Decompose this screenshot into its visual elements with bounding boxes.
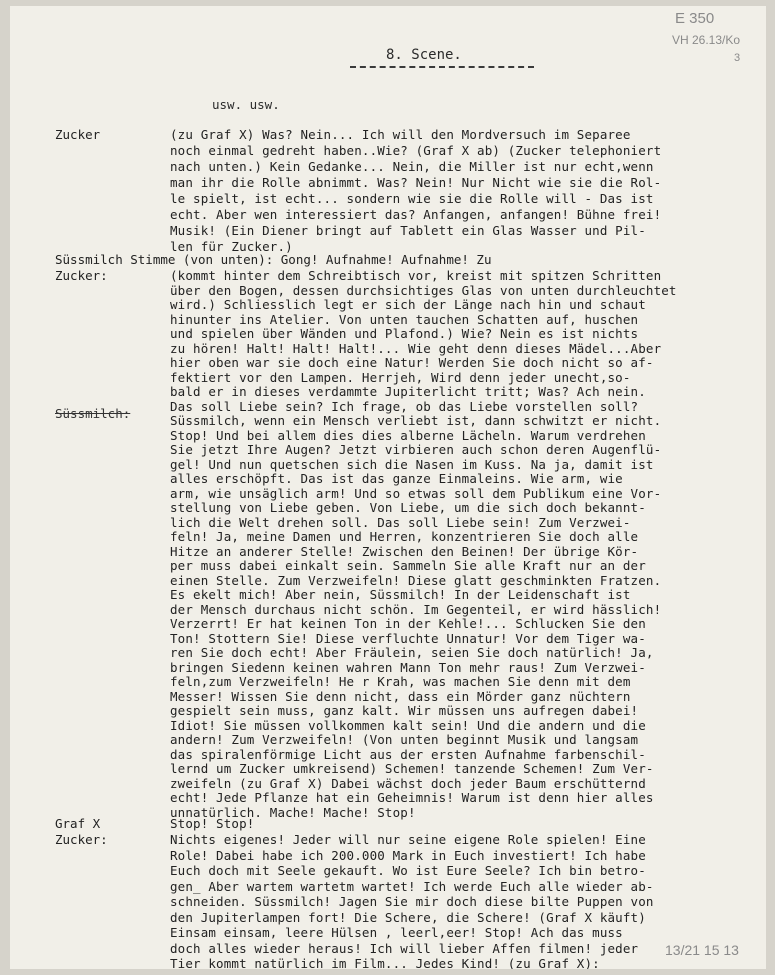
text-line: Es ekelt mich! Aber nein, Süssmilch! In der Leidenschaft ist xyxy=(170,587,631,602)
speaker-struck: Süssmilch: xyxy=(55,406,131,421)
text-line: einen Stelle. Zum Verzweifeln! Diese glatt geschminkten Fratzen. xyxy=(170,572,662,588)
speaker-graf-x: Graf X xyxy=(55,816,101,831)
text-line: zweifeln (zu Graf X) Dabei wächst doch jeder Baum erschütternd xyxy=(170,775,646,791)
text-line: per muss dabei einkalt sein. Sammeln Sie alle Kraft nur an der xyxy=(170,558,646,573)
text-line: noch einmal gedreht haben..Wie? (Graf X ab) (Zucker telephoniert xyxy=(170,143,662,158)
speaker-zucker: Zucker: xyxy=(55,832,108,847)
text-line: gen_ Aber wartem wartetm wartet! Ich werde Euch alle wieder ab- xyxy=(170,878,654,894)
text-line: hinunter ins Atelier. Von unten tauchen Schatten auf, huschen xyxy=(170,311,639,327)
text-line: andern! Zum Verzweifeln! (Von unten beginnt Musik und langsam xyxy=(170,732,639,747)
scene-title: 8. Scene. xyxy=(386,47,462,63)
text-line: Einsam einsam, leere Hülsen , leerl,eer! Stop! Ach das muss xyxy=(170,925,623,940)
text-line: Verzerrt! Er hat keinen Ton in der Kehle!... Schlucken Sie den xyxy=(170,616,646,631)
archive-sheet-number: 3 xyxy=(734,52,741,64)
text-line: bringen Siedenn keinen wahren Mann Ton mehr raus! Zum Verzwei- xyxy=(170,659,646,675)
text-line: (kommt hinter dem Schreibtisch vor, kreist mit spitzen Schritten xyxy=(170,268,662,283)
document-page xyxy=(10,6,766,969)
text-line: Idiot! Sie müssen vollkommen kalt sein! Und die andern und die xyxy=(170,717,646,733)
text-line: schneiden. Süssmilch! Jagen Sie mir doch diese bilte Puppen von xyxy=(170,894,654,909)
text-line: und spielen über Wänden und Plafond.) Wie? Nein es ist nichts xyxy=(170,326,639,341)
text-line: gespielt sein muss, ganz kalt. Wir müssen uns aufregen dabei! xyxy=(170,703,639,718)
text-line: doch alles wieder heraus! Ich will lieber Affen filmen! jeder xyxy=(170,940,639,956)
text-line: gel! Und nun quetschen sich die Nasen im Kuss. Na ja, damit ist xyxy=(170,456,654,472)
speaker-zucker: Zucker xyxy=(55,127,101,142)
text-line: unnatürlich. Mache! Mache! Stop! xyxy=(170,804,416,820)
speaker-suessmilch-stimme: Süssmilch Stimme (von unten): Gong! Aufnahme! Aufnahme! Zu xyxy=(55,252,492,267)
speaker-zucker: Zucker: xyxy=(55,268,108,283)
text-line: ren Sie doch echt! Aber Fräulein, seien Sie doch natürlich! Ja, xyxy=(170,645,654,660)
text-line: Stop! Und bei allem dies dies alberne Lächeln. Warum verdrehen xyxy=(170,427,646,443)
text-line: Role! Dabei habe ich 200.000 Mark in Euch investiert! Ich habe xyxy=(170,847,646,863)
title-underline xyxy=(350,66,534,68)
archive-mark-top: E 350 xyxy=(675,10,715,27)
text-line: arm, wie unsäglich arm! Und so etwas soll dem Publikum eine Vor- xyxy=(170,485,662,501)
text-line: Nichts eigenes! Jeder will nur seine eigene Role spielen! Eine xyxy=(170,832,646,847)
text-line: feln,zum Verzweifeln! He r Krah, was machen Sie denn mit dem xyxy=(170,674,631,689)
text-line: Das soll Liebe sein? Ich frage, ob das Liebe vorstellen soll? xyxy=(170,398,639,414)
text-line: echt. Aber wen interessiert das? Anfangen, anfangen! Bühne frei! xyxy=(170,207,662,222)
text-line: Sie jetzt Ihre Augen? Jetzt virbieren auch schon deren Augenflü- xyxy=(170,442,662,457)
text-line: len für Zucker.) xyxy=(170,239,293,254)
text-line: alles erschöpft. Das ist das ganze Einmaleins. Wie arm, wie xyxy=(170,471,623,486)
text-line: stellung von Liebe geben. Von Liebe, um die sich doch bekannt- xyxy=(170,500,646,515)
text-line: nach unten.) Kein Gedanke... Nein, die Miller ist nur echt,wenn xyxy=(170,159,654,174)
text-line: (zu Graf X) Was? Nein... Ich will den Mordversuch im Separee xyxy=(170,127,631,142)
archive-signature: VH 26.13/Ko xyxy=(672,33,741,47)
archive-mark-bottom: 13/21 15 13 xyxy=(665,942,739,958)
text-line: zu hören! Halt! Halt! Halt!... Wie geht denn dieses Mädel...Aber xyxy=(170,340,662,356)
text-line: lich die Welt drehen soll. Das soll Liebe sein! Zum Verzwei- xyxy=(170,514,631,530)
text-line: Messer! Wissen Sie denn nicht, dass ein Mörder ganz nüchtern xyxy=(170,688,631,704)
text-line: Stop! Stop! xyxy=(170,816,255,831)
text-line: Ton! Stottern Sie! Diese verfluchte Unnatur! Vor dem Tiger wa- xyxy=(170,630,646,646)
text-line: feln! Ja, meine Damen und Herren, konzentrieren Sie doch alle xyxy=(170,529,639,544)
text-line: le spielt, ist echt... sondern wie sie die Rolle will - Das ist xyxy=(170,191,654,206)
text-line: das spiralenförmige Licht aus der ersten Aufnahme farbenschil- xyxy=(170,746,646,762)
text-line: über den Bogen, dessen durchsichtiges Glas von unten durchleuchtet xyxy=(170,282,677,298)
text-line: den Jupiterlampen fort! Die Schere, die Schere! (Graf X käuft) xyxy=(170,909,646,925)
text-line: Musik! (Ein Diener bringt auf Tablett ein Glas Wasser und Pil- xyxy=(170,223,646,238)
text-line: lernd um Zucker umkreisend) Schemen! tanzende Schemen! Zum Ver- xyxy=(170,761,654,776)
text-line: Euch doch mit Seele gekauft. Wo ist Eure Seele? Ich bin betro- xyxy=(170,863,646,878)
text-line: bald er in dieses verdammte Jupiterlicht tritt; Was? Ach nein. xyxy=(170,384,646,399)
text-line: Süssmilch, wenn ein Mensch verliebt ist, dann schwitzt er nicht. xyxy=(170,413,662,428)
text-line: wird.) Schliesslich legt er sich der Länge nach hin und schaut xyxy=(170,297,646,312)
usw-line: usw. usw. xyxy=(212,97,280,112)
text-line: Hitze an anderer Stelle! Zwischen den Beinen! Der übrige Kör- xyxy=(170,543,639,559)
text-line: hier oben war sie doch eine Natur! Werden Sie doch nicht so af- xyxy=(170,355,654,370)
text-line: fektiert vor den Lampen. Herrjeh, Wird denn jeder unecht,so- xyxy=(170,369,631,385)
text-line: echt! Jede Pflanze hat ein Geheimnis! Warum ist denn hier alles xyxy=(170,790,654,805)
text-line: der Mensch durchaus nicht schön. Im Gegenteil, er wird hässlich! xyxy=(170,601,662,617)
text-line: Tier kommt natürlich im Film... Jedes Kind! (zu Graf X): xyxy=(170,956,600,969)
text-line: man ihr die Rolle abnimmt. Was? Nein! Nur Nicht wie sie die Rol- xyxy=(170,175,662,190)
